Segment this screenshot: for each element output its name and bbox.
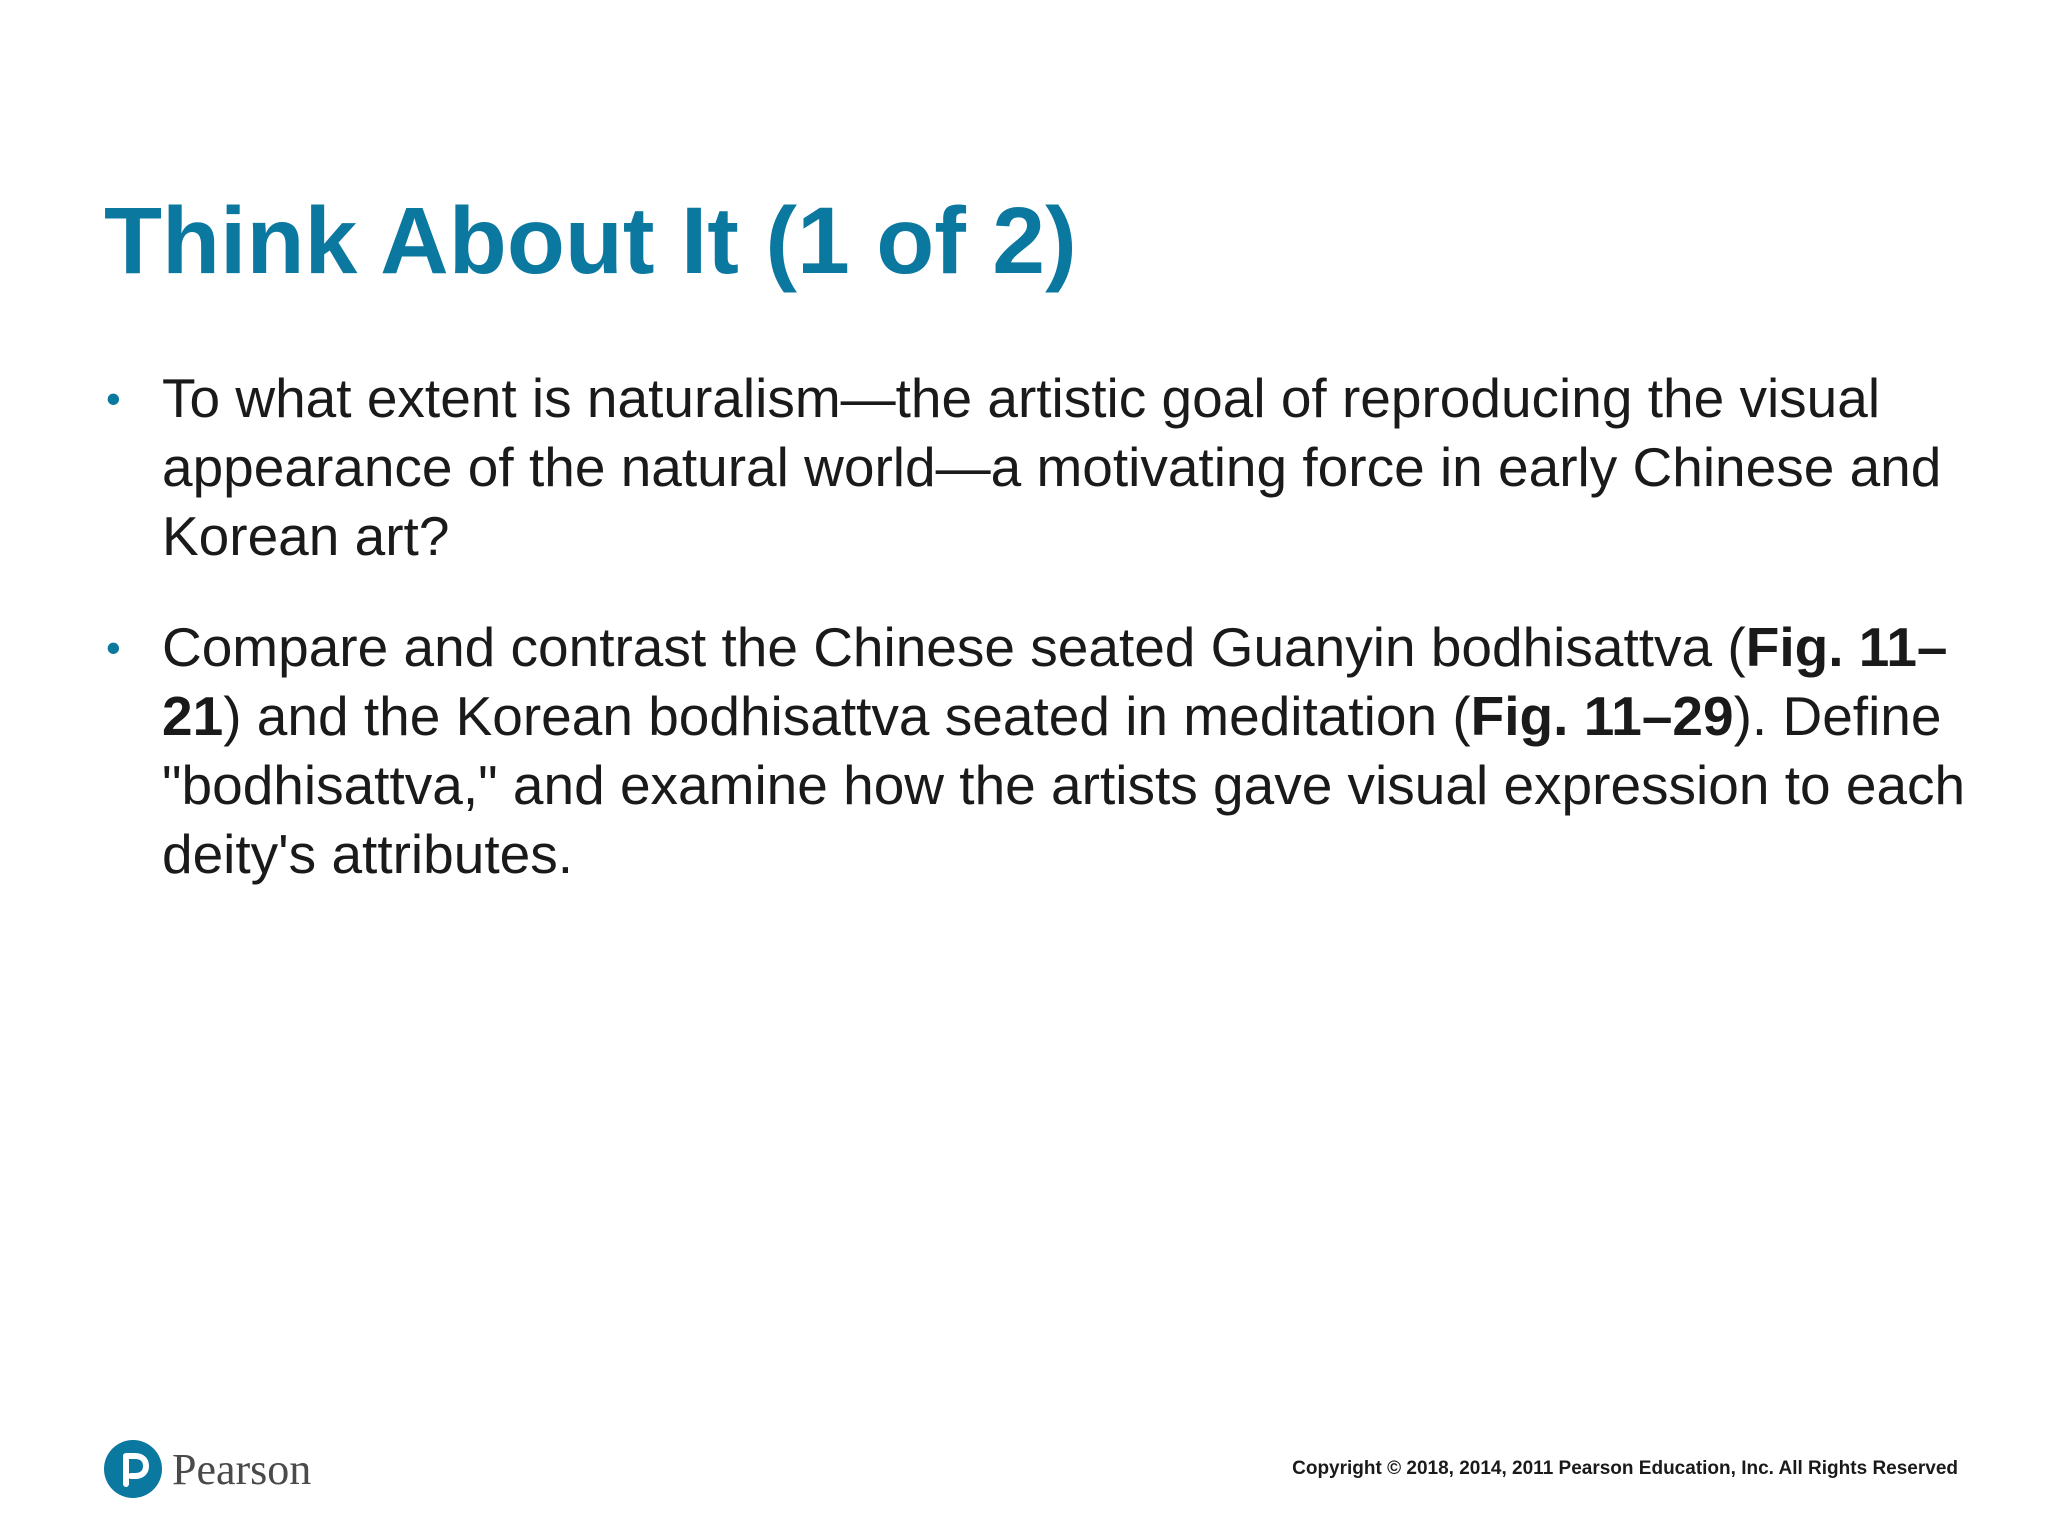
figure-reference: Fig. 11–21 [162,616,1948,747]
copyright-notice: Copyright © 2018, 2014, 2011 Pearson Education, Inc. All Rights Reserved [1292,1458,1958,1479]
bullet-text-part: ). Define "bodhisattva," and examine how the artists gave visual expression to each deity's attributes. [162,685,1966,885]
bullet-dot-icon: • [106,375,121,422]
pearson-wordmark: Pearson [172,1444,312,1494]
bullet-list [104,364,2004,889]
bullet-text-part: Compare and contrast the Chinese seated Guanyin bodhisattva ( [162,616,1746,678]
figure-reference: Fig. 11–29 [1470,685,1734,747]
bullet-dot-icon: • [106,624,121,671]
slide-title: Think About It (1 of 2) [104,188,1077,294]
bullet-text: To what extent is naturalism—the artistic goal of reproducing the visual appearance of the natural world—a motivating force in early Chinese and Korean art? [162,367,1942,567]
pearson-logo [104,1436,311,1502]
pearson-p-logo-icon [104,1440,162,1498]
bullet-text-part: ) and the Korean bodhisattva seated in meditation ( [223,685,1471,747]
bullet-item [104,364,2004,571]
bullet-item [104,613,2004,889]
